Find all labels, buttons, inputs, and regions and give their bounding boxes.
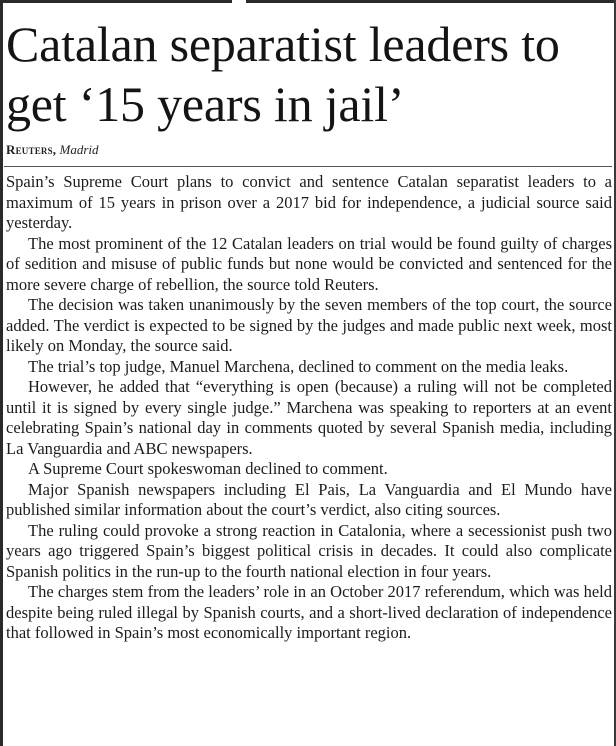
paragraph: However, he added that “everything is open (because) a ruling will not be completed until it is signed by every single judge.” Marchena was speaking to reporters at an event celebrating Spain’s national day in comments quoted by several Spanish media, including La Vanguardia and ABC newspapers. — [6, 377, 612, 458]
byline-divider — [4, 166, 612, 167]
byline-agency: Reuters, — [6, 142, 57, 157]
paragraph: The charges stem from the leaders’ role in an October 2017 referendum, which was held despite being ruled illegal by Spanish courts, and a short-lived declaration of independence that followed in Spain’s most economically important region. — [6, 582, 612, 642]
paragraph: The most prominent of the 12 Catalan leaders on trial would be found guilty of charges of sedition and misuse of public funds but none would be convicted and sentenced for the more severe charge of rebellion, the source told Reuters. — [6, 233, 612, 294]
paragraph: The trial’s top judge, Manuel Marchena, declined to comment on the media leaks. — [28, 356, 569, 376]
top-border-gap — [232, 0, 246, 3]
top-border-rule — [0, 0, 616, 3]
byline — [6, 142, 99, 158]
paragraph: A Supreme Court spokeswoman declined to comment. — [28, 459, 388, 478]
paragraph: The ruling could provoke a strong reaction in Catalonia, where a secessionist push two years ago triggered Spain’s biggest political crisis in decades. It could also complicate Spanish politics in the run-up to the fourth national election in four years. — [6, 520, 612, 581]
paragraph: Spain’s Supreme Court plans to convict and sentence Catalan separatist leaders to a maximum of 15 years in prison over a 2017 bid for independence, a judicial source said yesterday. — [6, 172, 612, 232]
article-body — [6, 172, 612, 644]
byline-location: Madrid — [59, 142, 99, 157]
paragraph: The decision was taken unanimously by the seven members of the top court, the source added. The verdict is expected to be signed by the judges and made public next week, most likely on Monday, the source said. — [6, 295, 612, 355]
headline: Catalan separatist leaders to get ‘15 years in jail’ — [6, 16, 560, 132]
paragraph: Major Spanish newspapers including El Pais, La Vanguardia and El Mundo have published similar information about the court’s verdict, also citing sources. — [6, 479, 612, 519]
left-border-rule — [0, 0, 3, 746]
